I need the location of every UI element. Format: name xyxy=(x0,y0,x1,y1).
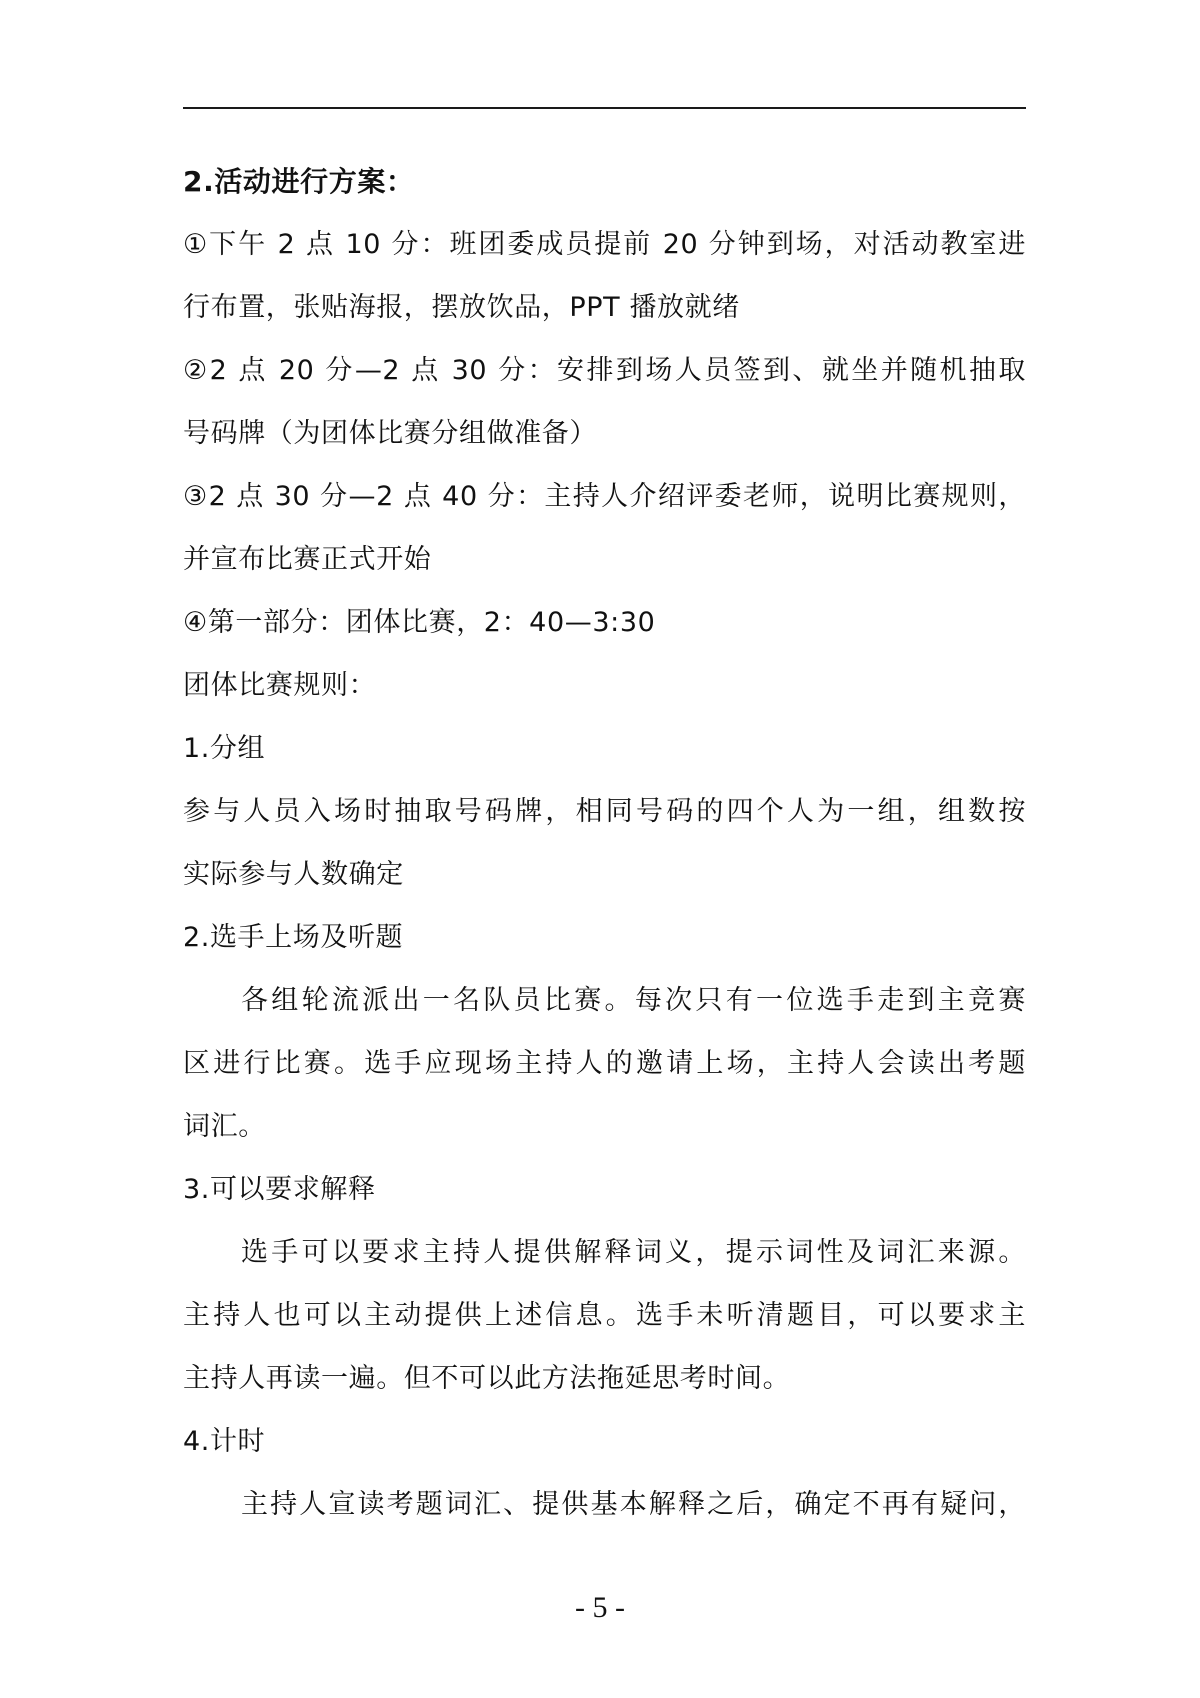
rule-2-title: 2.选手上场及听题 xyxy=(183,922,404,953)
rule-3-text-line-1: 选手可以要求主持人提供解释词义，提示词性及词汇来源。 xyxy=(241,1237,1026,1268)
rule-4-text-line-1: 主持人宣读考题词汇、提供基本解释之后，确定不再有疑问， xyxy=(241,1489,1026,1520)
schedule-item-3-line-1: ③2 点 30 分—2 点 40 分：主持人介绍评委老师，说明比赛规则， xyxy=(183,481,1026,512)
section-heading: 2.活动进行方案： xyxy=(183,165,415,198)
rule-2-text-line-2: 区进行比赛。选手应现场主持人的邀请上场，主持人会读出考题 xyxy=(183,1048,1026,1079)
schedule-item-1-line-1: ①下午 2 点 10 分：班团委成员提前 20 分钟到场，对活动教室进 xyxy=(183,229,1026,260)
rule-1-text-line-1: 参与人员入场时抽取号码牌，相同号码的四个人为一组，组数按 xyxy=(183,796,1026,827)
rule-1-title: 1.分组 xyxy=(183,733,266,764)
schedule-item-4: ④第一部分：团体比赛，2：40—3:30 xyxy=(183,607,656,638)
page-number: - 5 - xyxy=(575,1591,625,1624)
rule-3-text-line-2: 主持人也可以主动提供上述信息。选手未听清题目，可以要求主 xyxy=(183,1300,1026,1331)
rule-4-title: 4.计时 xyxy=(183,1426,266,1457)
rule-3-text-line-3: 主持人再读一遍。但不可以此方法拖延思考时间。 xyxy=(183,1363,791,1394)
rule-2-text-line-3: 词汇。 xyxy=(183,1111,266,1142)
schedule-item-2-line-1: ②2 点 20 分—2 点 30 分：安排到场人员签到、就坐并随机抽取 xyxy=(183,355,1026,386)
schedule-item-2-line-2: 号码牌（为团体比赛分组做准备） xyxy=(183,418,597,449)
page-body xyxy=(183,150,1026,1536)
rule-1-text-line-2: 实际参与人数确定 xyxy=(183,859,404,890)
rule-2-text-line-1: 各组轮流派出一名队员比赛。每次只有一位选手走到主竞赛 xyxy=(241,985,1026,1016)
rule-3-title: 3.可以要求解释 xyxy=(183,1174,376,1205)
rules-title: 团体比赛规则： xyxy=(183,670,377,701)
schedule-item-3-line-2: 并宣布比赛正式开始 xyxy=(183,544,432,575)
schedule-item-1-line-2: 行布置，张贴海报，摆放饮品，PPT 播放就绪 xyxy=(183,292,740,323)
header-rule xyxy=(183,107,1026,109)
